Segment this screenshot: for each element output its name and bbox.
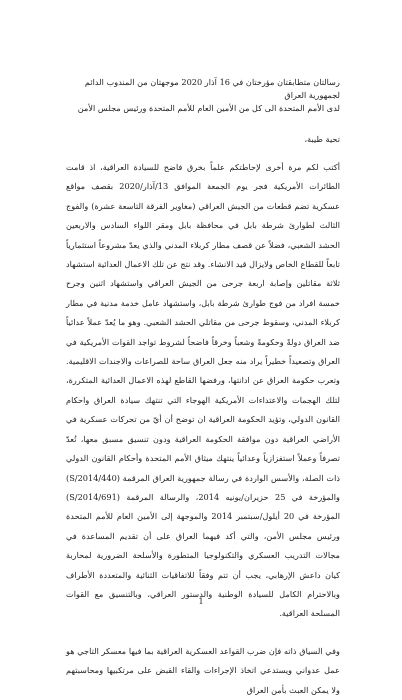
body-paragraph: أكتب لكم مرة أخرى لإحاطتكم علماً بخرق فاضح للسيادة العراقية، اذ قامت الطائرات الأمريكية فجر يوم الجمعة الموافق 13/آذار/2020 بقصف مواقع عسكرية تضم قطعات من الجيش العراقي (مغاوير الفرقة التاسعة عشرة) والفوج الثالث لطوارئ شرطة بابل في محافظة بابل ومقر اللواء السادس والاربعين الحشد الشعبي، فضلاً عن قصف مطار كربلاء المدني والذي يعدّ مشروعاً استثمارياً تابعاً للقطاع الخاص ولايزال قيد الانشاء. وقد نتج عن تلك الاعمال العدائية استشهاد ثلاثة مقاتلين وإصابة اربعة جرحى من الجيش العراقي واستشهاد اثنين وجرح خمسة افراد من فوج طوارئ شرطة بابل، واستشهاد عامل خدمة مدنية في مطار كربلاء المدني، وسقوط جرحى من مقاتلي الحشد الشعبي. وهو ما يُعدّ عملاً عدائياً ضد العراق دولةً وحكومةً وشعباً وخرقاً فاضحاً لشروط تواجد القوات الأمريكية في العراق وتصعيداً خطيراً يراد منه جعل العراق ساحة للصراعات والاجندات الاقليمية. وتعرب حكومة العراق عن ادانتها، ورفضها القاطع لهذه الاعمال العدائية المتكررة، لتلك الهجمات والاعتداءات الأمريكية الهوجاء التي تنتهك سيادة العراق واحكام القانون الدولي، وتؤيد الحكومة العراقية ان توضح أن أيّ من تحركات عسكرية في الأراضي العراقية دون موافقة الحكومة العراقية ودون تنسيق مسبق معها، تُعدّ تصرفاً وعملاً استفزازياً وعدائياً ينتهك ميثاق الأمم المتحدة وأحكام القانون الدولي ذات الصلة، والأسس الواردة في رسالة جمهورية العراق المرقمة (S/2014/440) والمؤرخة في 25 حزيران/يونيه 2014، والرسالة المرقمة (S/2014/691) المؤرخة في 20 أيلول/سبتمبر 2014 والموجهة إلى الأمين العام للأمم المتحدة ورئيس مجلس الأمن، والتي أكد فيهما العراق على أن تقديم المساعدة في مجالات التدريب العسكري والتكنولوجيا المتطورة والأسلحة الضرورية لمحاربة كيان داعش الإرهابي، يجب أن تتم وفقاً للاتفاقيات الثنائية والمتعددة الأطراف وبالاحترام الكامل للسيادة الوطنية والدستور العراقي، وبالتنسيق مع القوات المسلحة العراقية. (66, 162, 340, 619)
page-number: 1 (198, 597, 204, 606)
body-paragraph: وفي السياق ذاته فإن ضرب القواعد العسكرية العراقية بما فيها معسكر التاجي هو عمل عدواني ويستدعي اتخاذ الإجراءات والقاء القبض على مرتكبيها ومحاسبتهم ولا يمكن العبث بأمن العراق (66, 645, 340, 695)
salutation: تحية طيبة، (304, 134, 340, 144)
letter-heading-line-1: رسالتان متطابقتان مؤرختان في 16 آذار 2020 موجهتان من المندوب الدائم لجمهورية العراق (84, 77, 340, 100)
letter-heading-line-2: لدى الأمم المتحدة الى كل من الأمين العام للأمم المتحدة ورئيس مجلس الأمن (77, 103, 340, 113)
